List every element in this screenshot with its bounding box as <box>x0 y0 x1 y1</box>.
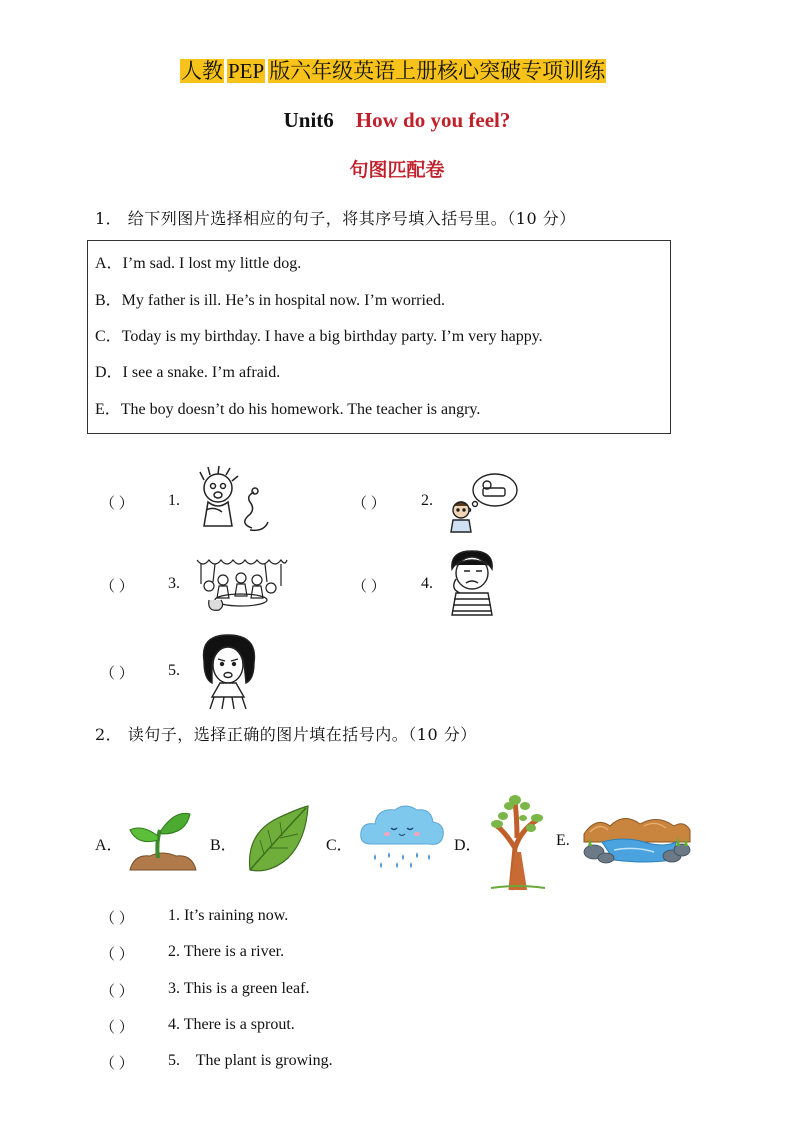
s2-answer-blank-3[interactable]: （ ） <box>100 984 134 1000</box>
banner-part-3: 版六年级英语上册核心突破专项训练 <box>269 59 606 83</box>
item-number-2: 2. <box>421 492 433 509</box>
item-number-5: 5. <box>168 662 180 679</box>
river-icon <box>584 812 690 864</box>
birthday-party-icon <box>195 556 287 614</box>
angry-teacher-icon <box>200 633 258 711</box>
option-e: E．The boy doesn’t do his homework. The teacher is angry. <box>95 401 481 418</box>
picture-label-d: D． <box>454 837 482 854</box>
picture-label-b: B． <box>210 837 237 854</box>
afraid-boy-snake-icon <box>192 466 274 534</box>
option-c: C．Today is my birthday. I have a big birthday party. I’m very happy. <box>95 328 543 345</box>
item-number-1: 1. <box>168 492 180 509</box>
s2-sentence-1: 1. It’s raining now. <box>168 907 289 924</box>
page-banner <box>180 55 606 87</box>
s2-sentence-3: 3. This is a green leaf. <box>168 980 310 997</box>
answer-blank-5[interactable]: （ ） <box>100 666 134 682</box>
leaf-icon <box>246 806 310 874</box>
s2-answer-blank-4[interactable]: （ ） <box>100 1020 134 1036</box>
s2-answer-blank-2[interactable]: （ ） <box>100 947 134 963</box>
tree-icon <box>487 792 549 890</box>
s2-answer-blank-5[interactable]: （ ） <box>100 1056 134 1072</box>
picture-label-e: E. <box>556 832 570 849</box>
banner-part-2: PEP <box>228 59 265 83</box>
picture-label-a: A． <box>95 837 123 854</box>
unit-label: Unit6 <box>283 108 334 132</box>
answer-blank-4[interactable]: （ ） <box>352 579 386 595</box>
section2-instruction: 2． 读句子，选择正确的图片填在括号内。（10 分） <box>95 725 477 744</box>
item-number-3: 3. <box>168 575 180 592</box>
unit-name: How do you feel? <box>355 108 511 132</box>
s2-sentence-4: 4. There is a sprout. <box>168 1016 295 1033</box>
s2-answer-blank-1[interactable]: （ ） <box>100 911 134 927</box>
sad-boy-crying-icon <box>446 549 498 617</box>
option-a: A．I’m sad. I lost my little dog. <box>95 255 302 272</box>
rain-cloud-icon <box>359 802 445 872</box>
section1-instruction: 1． 给下列图片选择相应的句子，将其序号填入括号里。（10 分） <box>95 209 576 228</box>
unit-title <box>0 108 794 133</box>
answer-blank-3[interactable]: （ ） <box>100 579 134 595</box>
sprout-icon <box>128 806 198 870</box>
worried-boy-thinking-icon <box>447 470 519 532</box>
item-number-4: 4. <box>421 575 433 592</box>
s2-sentence-5: 5. The plant is growing. <box>168 1052 333 1069</box>
s2-sentence-2: 2. There is a river. <box>168 943 285 960</box>
option-b: B．My father is ill. He’s in hospital now. I’m worried. <box>95 292 446 309</box>
banner-part-1: 人教 <box>181 59 223 83</box>
worksheet-subtitle: 句图匹配卷 <box>349 159 445 181</box>
answer-blank-1[interactable]: （ ） <box>100 496 134 512</box>
picture-label-c: C． <box>326 837 353 854</box>
option-d: D．I see a snake. I’m afraid. <box>95 364 281 381</box>
answer-blank-2[interactable]: （ ） <box>352 496 386 512</box>
